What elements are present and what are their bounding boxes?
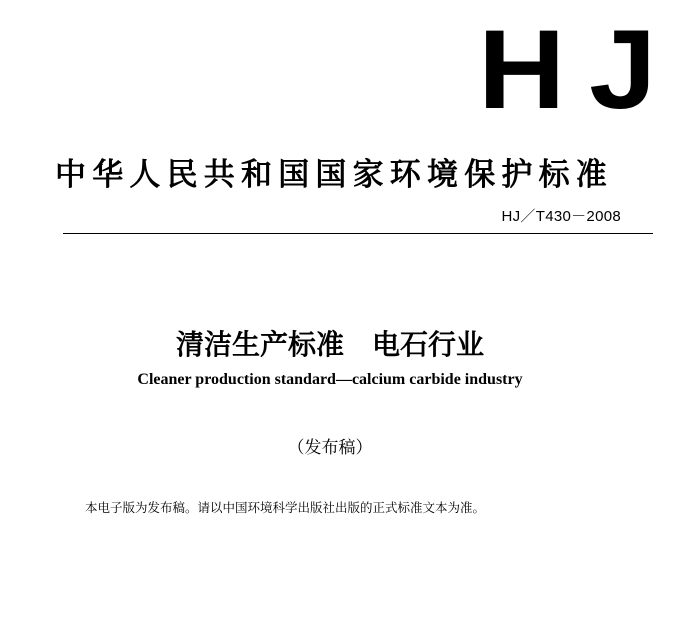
edition-notice: 本电子版为发布稿。请以中国环境科学出版社出版的正式标准文本为准。 <box>85 500 486 515</box>
document-title-chinese: 清洁生产标准 电石行业 <box>175 328 484 361</box>
document-title-english: Cleaner production standard—calcium carbide industry <box>137 371 523 388</box>
standard-number: HJ／T430－2008 <box>501 208 621 225</box>
header-divider <box>63 233 653 234</box>
release-status-label: （发布稿） <box>287 438 373 458</box>
hj-logo: HJ <box>478 7 681 132</box>
standard-category-heading: 中华人民共和国国家环境保护标准 <box>55 157 613 193</box>
